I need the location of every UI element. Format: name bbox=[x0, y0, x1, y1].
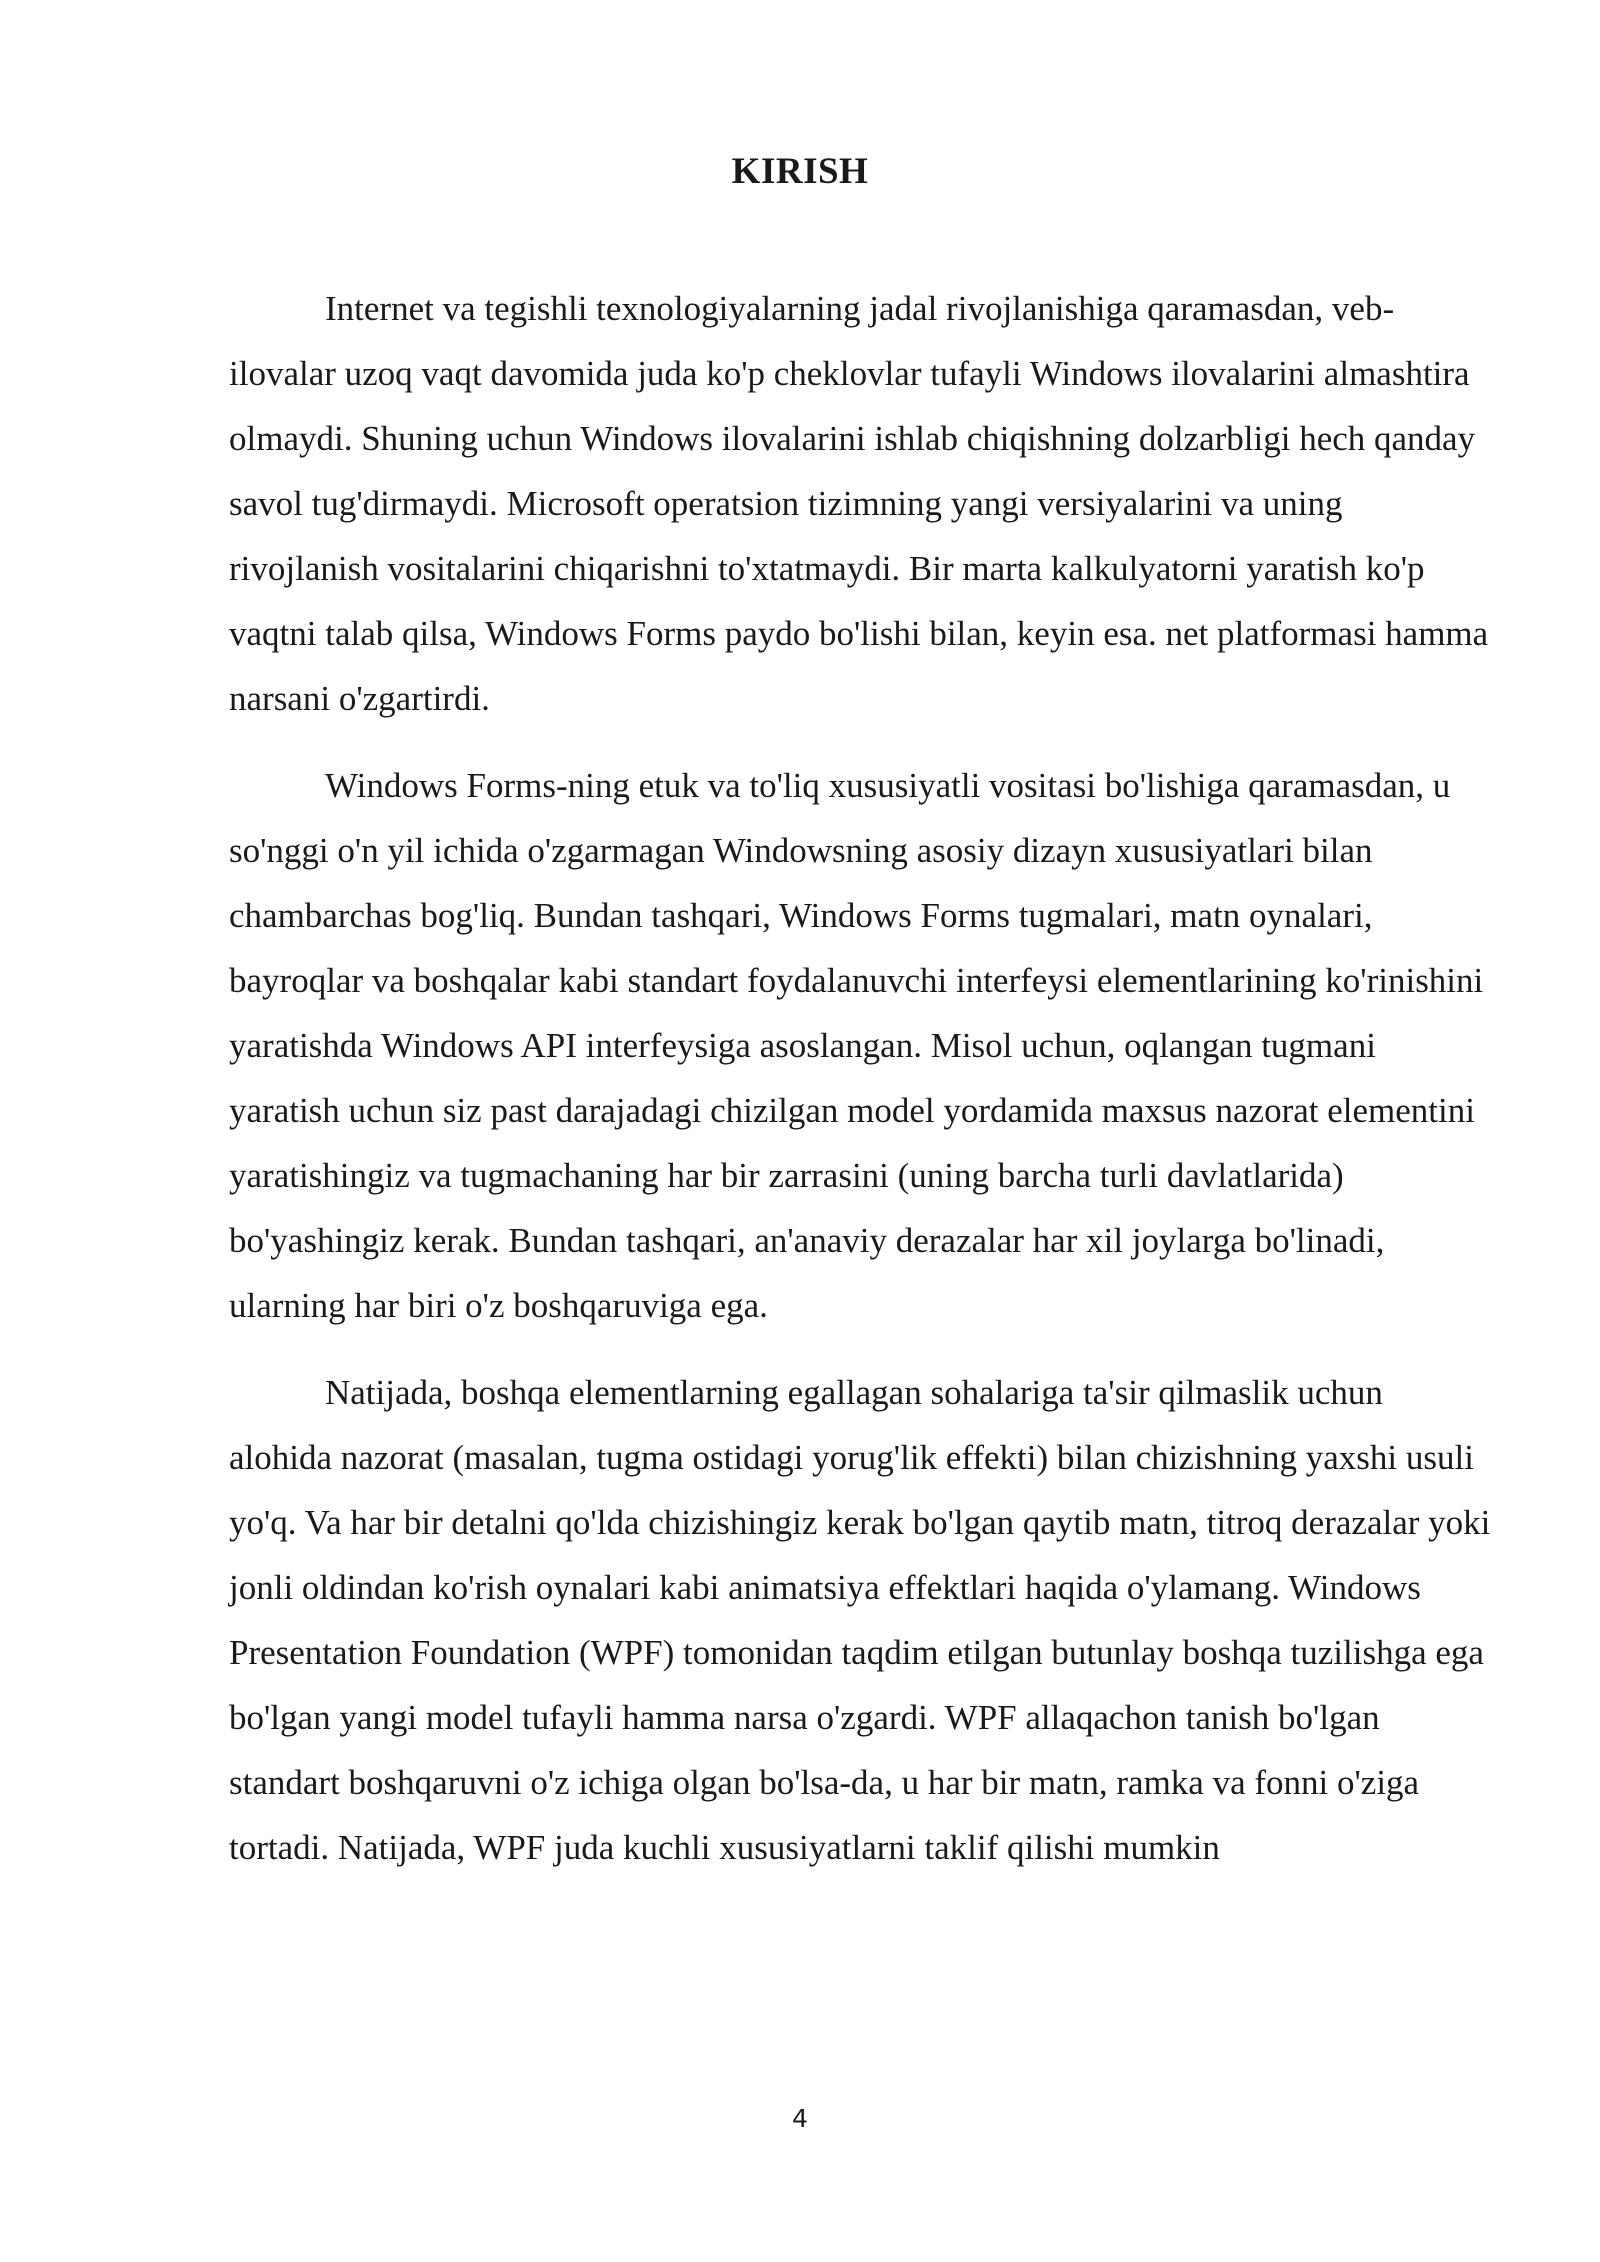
paragraph-2: Windows Forms-ning etuk va to'liq xususiyatli vositasi bo'lishiga qaramasdan, u so'nggi o'n yil ichida o'zgarmagan Windowsning asosiy dizayn xususiyatlari bilan chambarchas bog'liq. Bundan tashqari, Windows Forms tugmalari, matn oynalari, bayroqlar va boshqalar kabi standart foydalanuvchi interfeysi elementlarining ko'rinishini yaratishda Windows API interfeysiga asoslangan. Misol uchun, oqlangan tugmani yaratish uchun siz past darajadagi chizilgan model yordamida maxsus nazorat elementini yaratishingiz va tugmachaning har bir zarrasini (uning barcha turli davlatlarida) bo'yashingiz kerak. Bundan tashqari, an'anaviy derazalar har xil joylarga bo'linadi, ularning har biri o'z boshqaruviga ega. bbox=[229, 766, 1484, 1325]
paragraph-3: Natijada, boshqa elementlarning egallagan sohalariga ta'sir qilmaslik uchun alohida nazorat (masalan, tugma ostidagi yorug'lik effekti) bilan chizishning yaxshi usuli yo'q. Va har bir detalni qo'lda chizishingiz kerak bo'lgan qaytib matn, titroq derazalar yoki jonli oldindan ko'rish oynalari kabi animatsiya effektlari haqida o'ylamang. Windows Presentation Foundation (WPF) tomonidan taqdim etilgan butunlay boshqa tuzilishga ega bo'lgan yangi model tufayli hamma narsa o'zgardi. WPF allaqachon tanish bo'lgan standart boshqaruvni o'z ichiga olgan bo'lsa-da, u har bir matn, ramka va fonni o'ziga tortadi. Natijada, WPF juda kuchli xususiyatlarni taklif qilishi mumkin bbox=[229, 1373, 1491, 1867]
paragraph-1: Internet va tegishli texnologiyalarning jadal rivojlanishiga qaramasdan, veb-ilovalar uzoq vaqt davomida juda ko'p cheklovlar tufayli Windows ilovalarini almashtira olmaydi. Shuning uchun Windows ilovalarini ishlab chiqishning dolzarbligi hech qanday savol tug'dirmaydi. Microsoft operatsion tizimning yangi versiyalarini va uning rivojlanish vositalarini chiqarishni to'xtatmaydi. Bir marta kalkulyatorni yaratish ko'p vaqtni talab qilsa, Windows Forms paydo bo'lishi bilan, keyin esa. net platformasi hamma narsani o'zgartirdi. bbox=[229, 289, 1489, 718]
page-title: KIRISH bbox=[731, 151, 869, 192]
document-body bbox=[229, 276, 1491, 1902]
page-number: 4 bbox=[792, 2104, 808, 2133]
